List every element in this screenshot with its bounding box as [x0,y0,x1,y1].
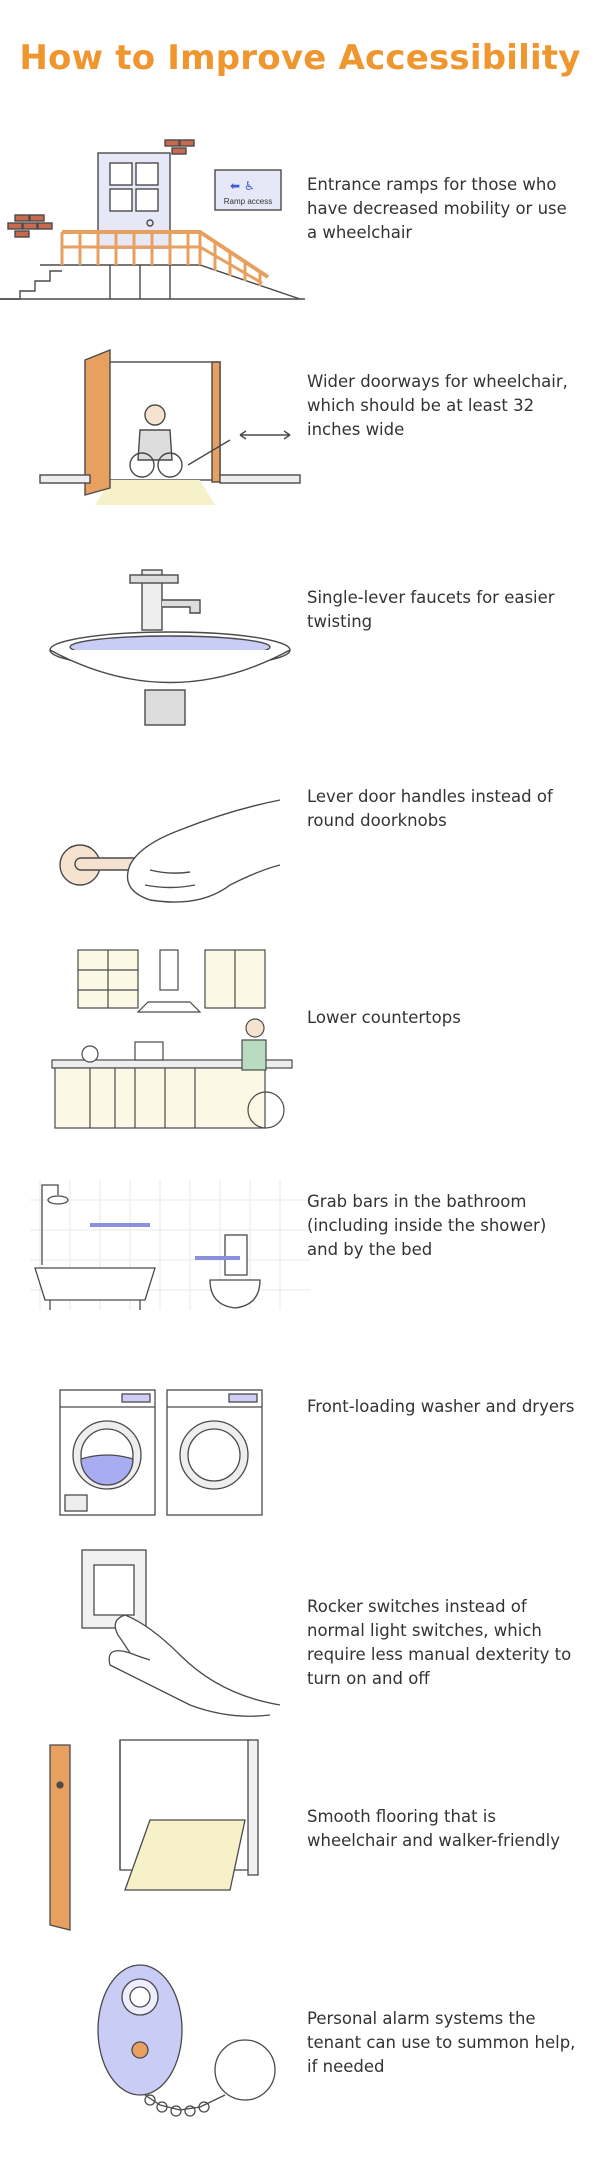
item-text: Smooth flooring that is wheelchair and walker-friendly [307,1807,560,1850]
ramp-entrance-icon [0,135,310,335]
sink-faucet-icon [30,550,310,750]
svg-text:⬅ ♿: ⬅ ♿ [230,179,255,193]
item-text: Entrance ramps for those who have decreased mobility or use a wheelchair [307,175,567,242]
item-text: Single-lever faucets for easier twisting [307,588,555,631]
washer-dryer-icon [30,1355,310,1555]
ramp-sign-label: Ramp access [223,197,273,206]
item-text: Lever door handles instead of round doorknobs [307,787,553,830]
item-text: Lower countertops [307,1008,461,1027]
item-text: Grab bars in the bathroom (including inside the shower) and by the bed [307,1192,547,1259]
item-text: Front-loading washer and dryers [307,1397,575,1416]
item-text: Wider doorways for wheelchair, which should be at least 32 inches wide [307,372,568,439]
lever-handle-icon [30,755,310,955]
wide-doorway-icon [30,330,310,530]
item-text: Personal alarm systems the tenant can use to summon help, if needed [307,2009,576,2076]
page-title: How to Improve Accessibility [19,38,581,78]
kitchen-counter-icon [30,940,310,1140]
bathroom-grab-bars-icon [30,1150,310,1350]
item-text: Rocker switches instead of normal light switches, which require less manual dexterity to turn on and off [307,1597,572,1688]
smooth-flooring-icon [30,1735,310,1935]
personal-alarm-icon [30,1945,310,2145]
rocker-switch-icon [30,1535,310,1735]
